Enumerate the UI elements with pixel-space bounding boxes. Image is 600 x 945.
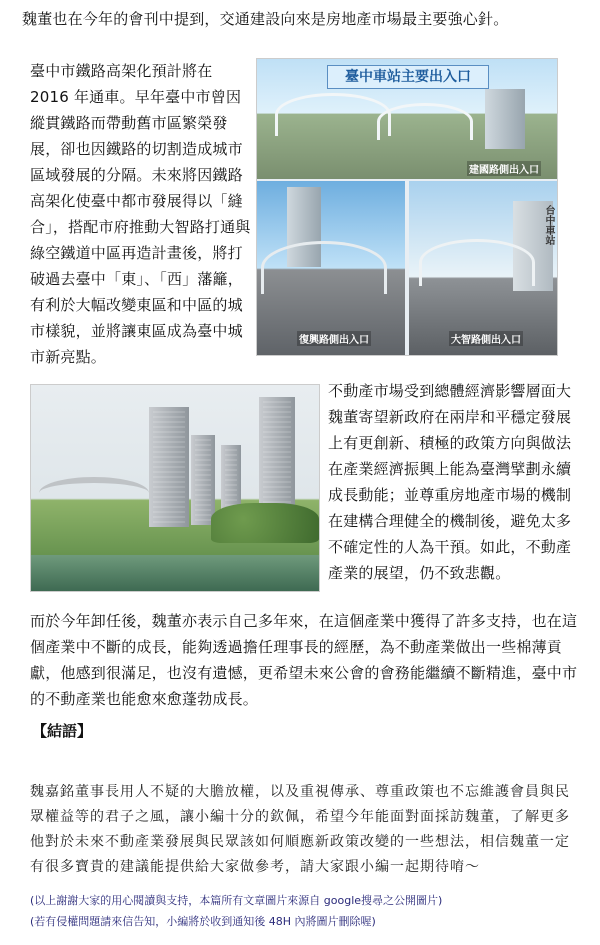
paragraph-market: 不動產市場受到總體經濟影響層面大魏董寄望新政府在兩岸和平穩定發展上有更創新、積極的政策方向與做法在產業經濟振興上能為臺灣擘劃永續成長動能；並尊重房地產市場的機制在建構合理健全的機制後，避免太多不確定性的人為干預。如此，不動產產業的展望，仍不致悲觀。 (328, 382, 572, 582)
station-sign-text: 台中車站 (543, 205, 554, 245)
paragraph-railway: 臺中市鐵路高架化預計將在 2016 年通車。早年臺中市曾因縱貫鐵路而帶動舊市區繁榮發展，卻也因鐵路的切割造成城市區域發展的分隔。未來將因鐵路高架化使臺中都市發展得以「縫合」，搭配市府推動大智路打通與綠空鐵道中區再造計畫後，將打破過去臺中「東」、「西」藩籬，有利於大幅改變東區和中區的城市樣貌，並將讓東區成為臺中城市新亮點。 (30, 62, 251, 366)
caption-jianguo: 建國路側出入口 (467, 161, 541, 176)
station-render-right (409, 181, 557, 355)
conclusion-heading: 【結語】 (32, 722, 93, 740)
intro-paragraph: 魏董也在今年的會刊中提到，交通建設向來是房地產市場最主要強心針。 (22, 10, 509, 28)
city-park-photo (30, 384, 320, 592)
footnote-thanks: (以上謝謝大家的用心閱讀與支持，本篇所有文章圖片來源自 google搜尋之公開圖片) (30, 894, 443, 907)
paragraph-retirement: 而於今年卸任後，魏董亦表示自己多年來，在這個產業中獲得了許多支持，也在這個產業中不斷的成長，能夠透過擔任理事長的經歷，為不動產業做出一些棉薄貢獻，他感到很滿足，也沒有遺憾，更希望未來公會的會務能繼續不斷精進，臺中市的不動產業也能愈來愈蓬勃成長。 (30, 612, 578, 708)
caption-fuxing: 復興路側出入口 (297, 331, 371, 346)
station-render-main (257, 59, 557, 179)
collage-title: 臺中車站主要出入口 (327, 65, 489, 89)
caption-dazhi: 大智路側出入口 (449, 331, 523, 346)
taichung-station-collage (256, 58, 558, 356)
station-render-left (257, 181, 405, 355)
conclusion-paragraph: 魏嘉銘董事長用人不疑的大膽放權，以及重視傳承、尊重政策也不忘維護會員與民眾權益等的君子之風，讓小編十分的欽佩，希望今年能面對面採訪魏董，了解更多他對於未來不動產業發展與民眾該如何順應新政策改變的一些想法，相信魏董一定有很多寶貴的建議能提供給大家做參考，請大家跟小編一起期待唷～ (30, 784, 570, 875)
footnote-copyright: (若有侵權問題請來信告知，小編將於收到通知後 48H 內將圖片刪除喔) (30, 915, 376, 928)
